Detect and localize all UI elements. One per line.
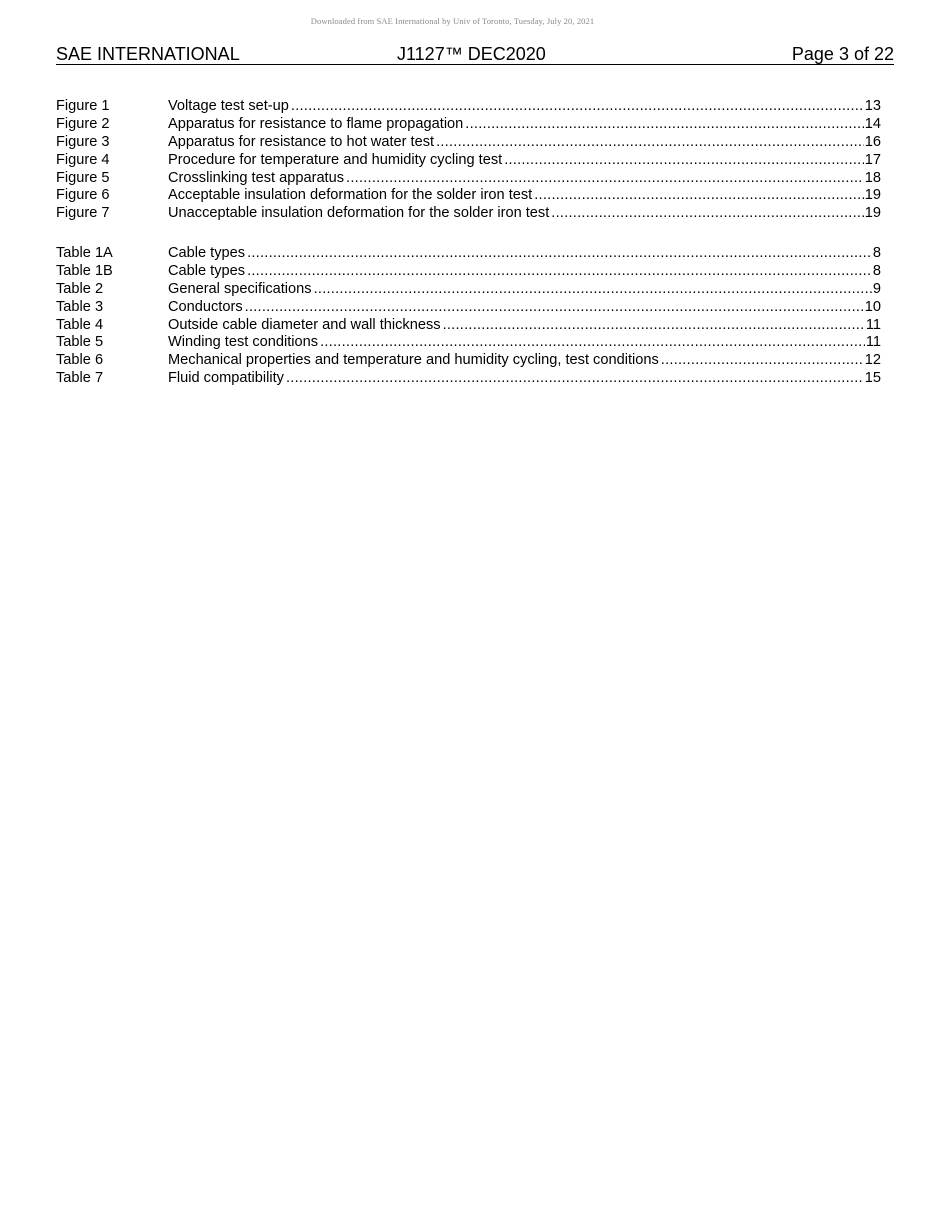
dot-leader (661, 352, 864, 370)
entry-title: Fluid compatibility (168, 370, 284, 387)
entry-page-number: 16 (864, 133, 881, 150)
entry-title: Conductors (168, 298, 243, 315)
entry-label: Table 7 (56, 370, 104, 387)
table-entry (56, 370, 881, 388)
entry-label: Figure 2 (56, 115, 110, 132)
figure-entry (56, 98, 881, 116)
entry-title: Procedure for temperature and humidity cycling test (168, 151, 503, 168)
entry-label: Figure 3 (56, 133, 110, 150)
entry-title: Unacceptable insulation deformation for the solder iron test (168, 205, 550, 222)
figure-entry (56, 205, 881, 223)
entry-title: Cable types (168, 262, 246, 279)
list-of-figures (56, 98, 881, 223)
entry-title: Mechanical properties and temperature and humidity cycling, test conditions (168, 352, 659, 369)
entry-title: Winding test conditions (168, 334, 319, 351)
dot-leader (286, 370, 864, 388)
entry-title: Outside cable diameter and wall thickness (168, 316, 441, 333)
entry-page-number: 8 (872, 262, 881, 279)
table-entry (56, 245, 881, 263)
entry-title: Voltage test set-up (168, 98, 289, 114)
dot-leader (320, 334, 865, 352)
figure-entry (56, 134, 881, 152)
table-entry (56, 334, 881, 352)
figure-entry (56, 170, 881, 188)
table-entry (56, 317, 881, 335)
dot-leader (346, 170, 864, 188)
entry-page-number: 14 (864, 115, 881, 132)
entry-page-number: 15 (864, 370, 881, 387)
entry-label: Table 6 (56, 352, 104, 369)
dot-leader (443, 317, 865, 335)
entry-label: Figure 1 (56, 98, 110, 114)
entry-page-number: 19 (864, 187, 881, 204)
entry-page-number: 17 (864, 151, 881, 168)
table-entry (56, 281, 881, 299)
figure-entry (56, 116, 881, 134)
entry-title: General specifications (168, 280, 312, 297)
dot-leader (436, 134, 864, 152)
figure-entry (56, 152, 881, 170)
dot-leader (504, 152, 864, 170)
entry-title: Crosslinking test apparatus (168, 169, 345, 186)
entry-page-number: 9 (872, 280, 881, 297)
entry-label: Table 2 (56, 280, 104, 297)
list-of-tables (56, 245, 881, 388)
header-document-id: J1127™ DEC2020 (397, 44, 546, 64)
entry-page-number: 12 (864, 352, 881, 369)
download-watermark: Downloaded from SAE International by Univ of Toronto, Tuesday, July 20, 2021 (310, 16, 595, 26)
entry-page-number: 10 (864, 298, 881, 315)
entry-title: Acceptable insulation deformation for the solder iron test (168, 187, 533, 204)
dot-leader (314, 281, 872, 299)
dot-leader (245, 299, 864, 317)
entry-page-number: 11 (865, 316, 881, 333)
table-entry (56, 299, 881, 317)
header-page-number: Page 3 of 22 (791, 44, 894, 64)
figure-entry (56, 187, 881, 205)
entry-page-number: 13 (864, 98, 881, 114)
page-header (56, 44, 894, 65)
entry-label: Figure 5 (56, 169, 110, 186)
entry-label: Figure 4 (56, 151, 110, 168)
entry-label: Table 1B (56, 262, 113, 279)
dot-leader (291, 98, 864, 116)
entry-page-number: 8 (872, 245, 881, 261)
entry-page-number: 18 (864, 169, 881, 186)
entry-title: Apparatus for resistance to flame propagation (168, 115, 464, 132)
dot-leader (551, 205, 863, 223)
table-entry (56, 263, 881, 281)
header-organization: SAE INTERNATIONAL (56, 44, 240, 64)
entry-label: Figure 7 (56, 205, 110, 222)
dot-leader (534, 187, 864, 205)
dot-leader (247, 263, 872, 281)
dot-leader (465, 116, 863, 134)
entry-title: Cable types (168, 245, 246, 261)
table-entry (56, 352, 881, 370)
entry-title: Apparatus for resistance to hot water test (168, 133, 435, 150)
entry-page-number: 11 (865, 334, 881, 351)
entry-label: Table 3 (56, 298, 104, 315)
entry-page-number: 19 (864, 205, 881, 222)
entry-label: Table 1A (56, 245, 113, 261)
entry-label: Table 4 (56, 316, 104, 333)
dot-leader (247, 245, 872, 263)
entry-label: Figure 6 (56, 187, 110, 204)
entry-label: Table 5 (56, 334, 104, 351)
